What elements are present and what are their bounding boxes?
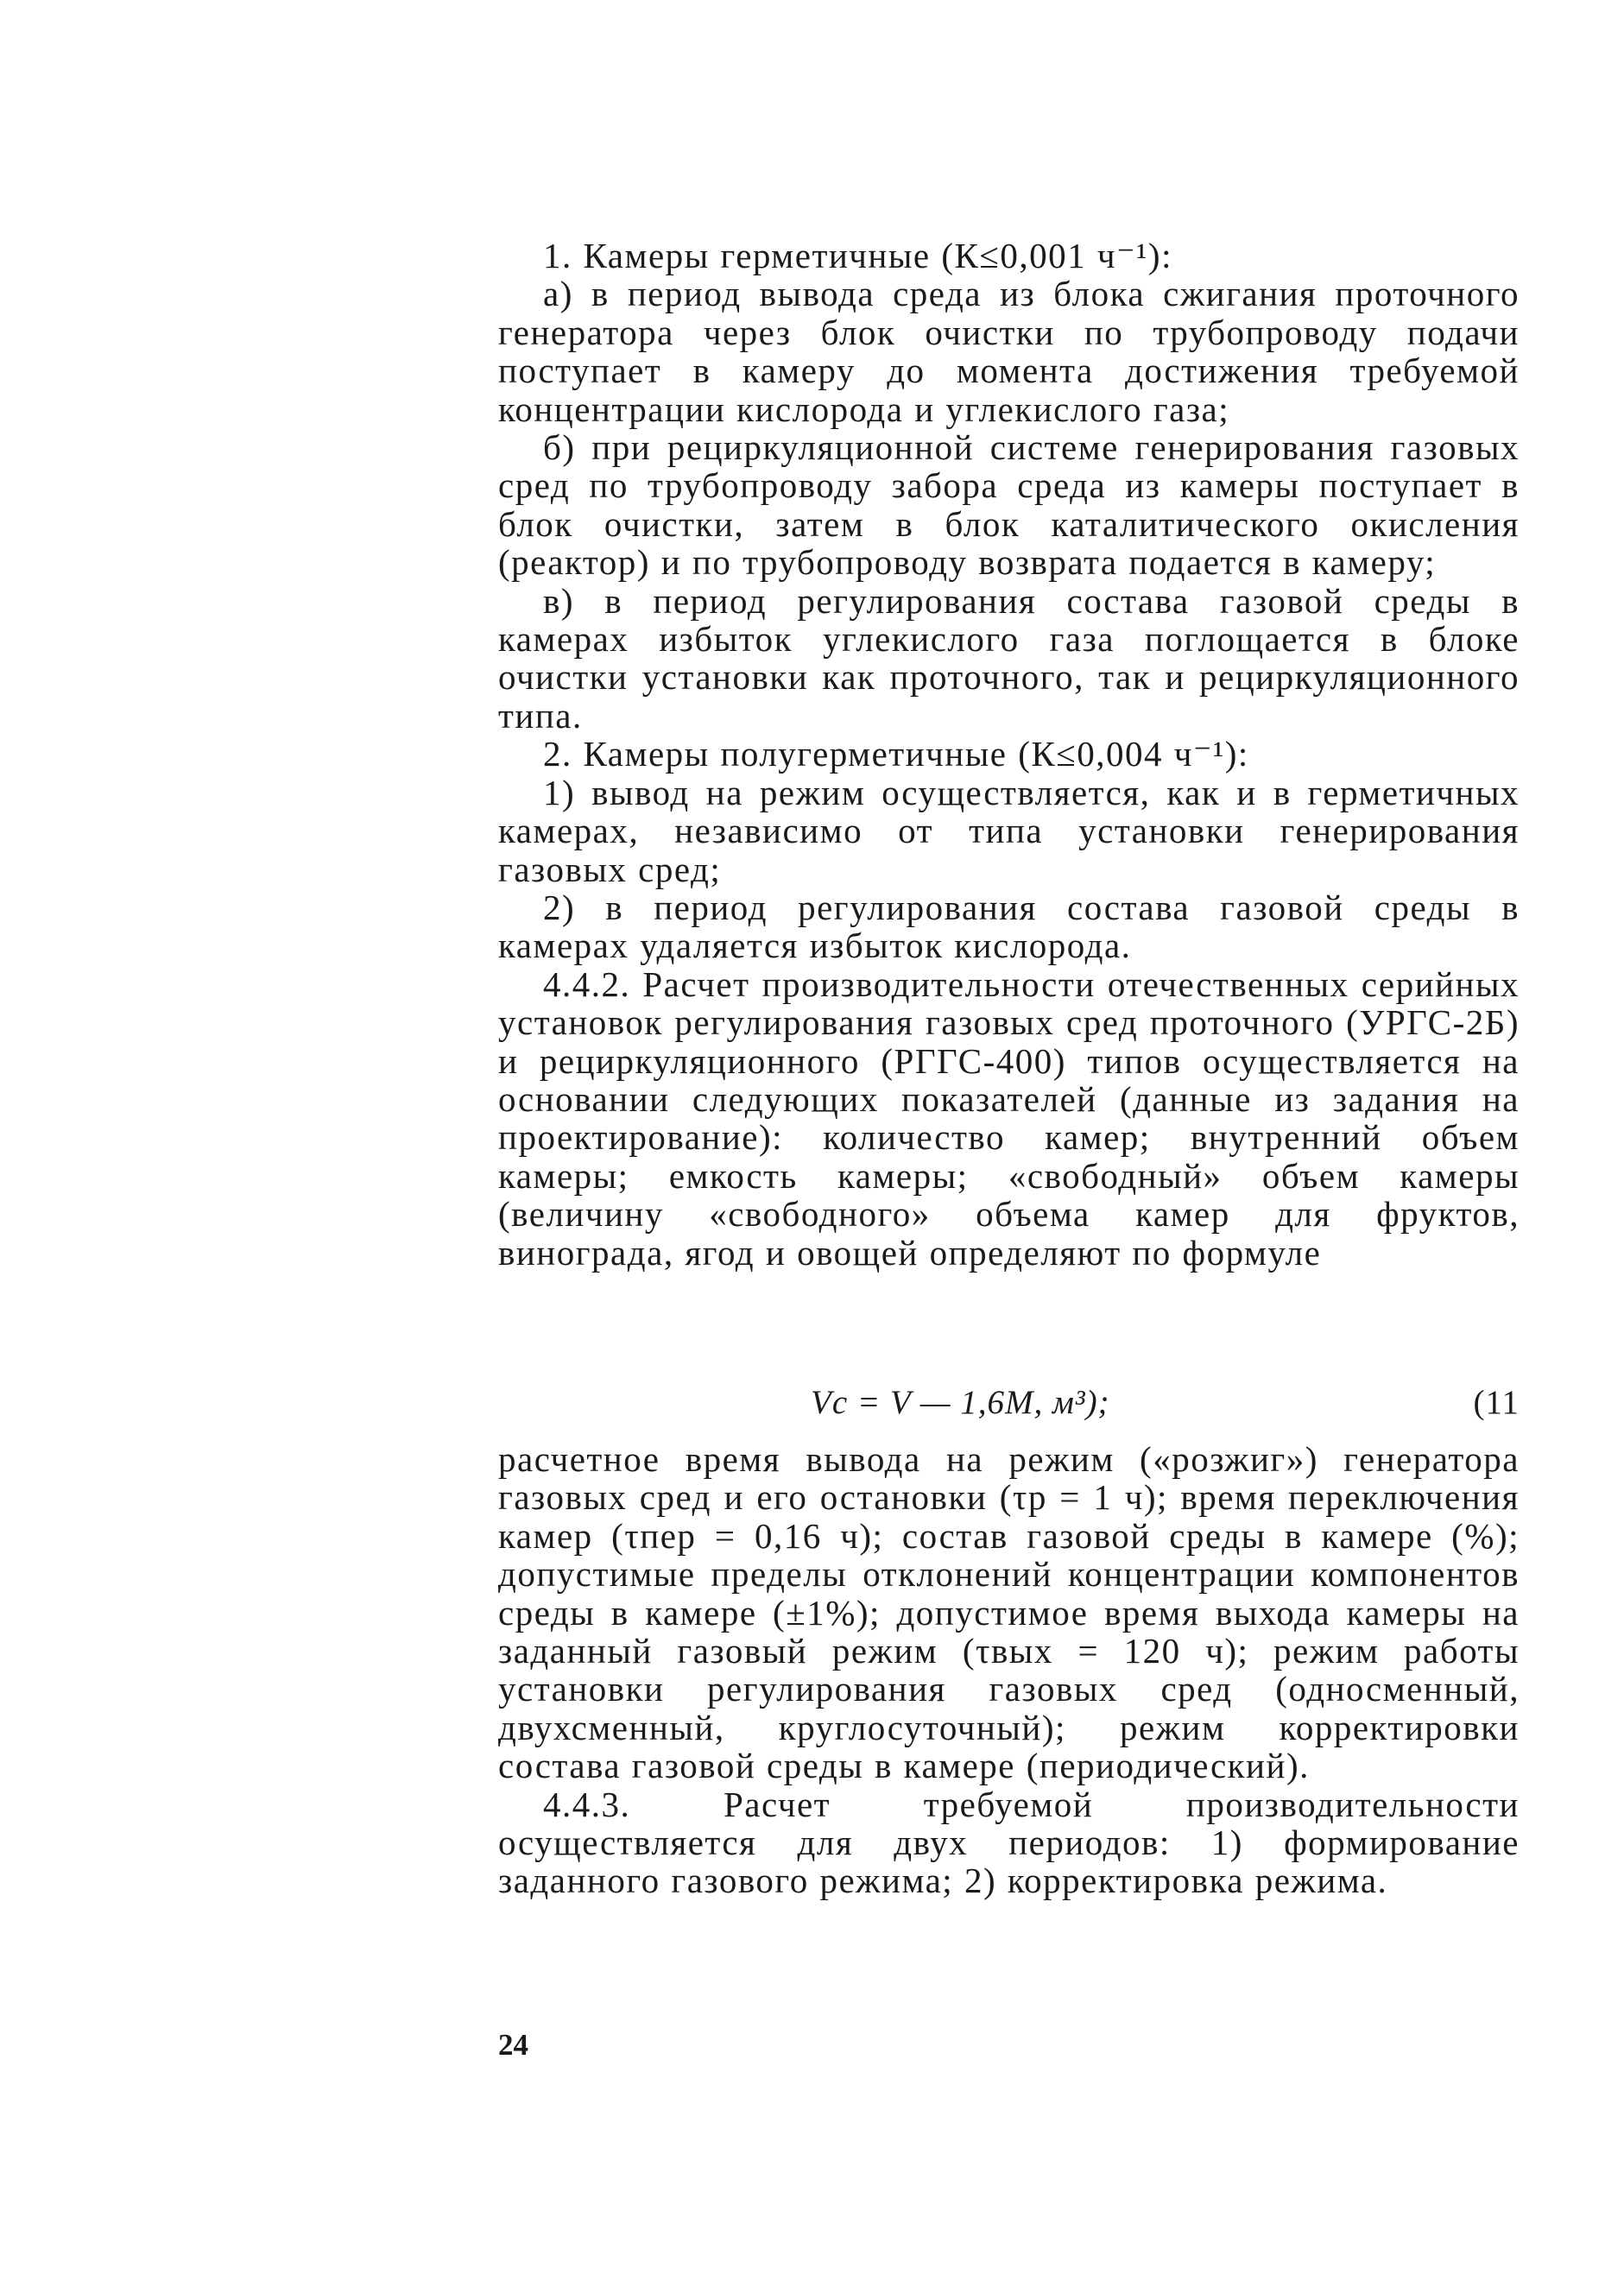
paragraph: 4.4.3. Расчет требуемой производительности осуществляется для двух периодов: 1) формирование заданного газового режима; 2) корректировка режима.	[498, 1784, 1520, 1901]
text-block-bottom	[498, 1440, 1520, 1900]
page-number: 24	[498, 2028, 528, 2062]
paragraph: 2. Камеры полугерметичные (К≤0,004 ч⁻¹):	[543, 734, 1249, 774]
paragraph: 4.4.2. Расчет производительности отечественных серийных установок регулирования газовых сред проточного (УРГС-2Б) и рециркуляционного (РГГС-400) типов осуществляется на основании следующих показателей (данные из задания на проектирование): количество камер; внутренний объем камеры; емкость камеры; «свободный» объем камеры (величину «свободного» объема камер для фруктов, винограда, ягод и овощей определяют по формуле	[498, 963, 1520, 1273]
paragraph: б) при рециркуляционной системе генерирования газовых сред по трубопроводу забора среда из камеры поступает в блок очистки, затем в блок каталитического окисления (реактор) и по трубопроводу возврата подается в камеру;	[498, 427, 1520, 583]
paragraph: в) в период регулирования состава газовой среды в камерах избыток углекислого газа поглощается в блоке очистки установки как проточного, так и рециркуляционного типа.	[498, 580, 1520, 736]
paragraph: а) в период вывода среда из блока сжигания проточного генератора через блок очистки по трубопроводу подачи поступает в камеру до момента достижения требуемой концентрации кислорода и углекислого газа;	[498, 274, 1520, 429]
paragraph: расчетное время вывода на режим («розжиг») генератора газовых сред и его остановки (τр = 1 ч); время переключения камер (τпер = 0,16 ч); состав газовой среды в камере (%); допустимые пределы отклонений концентрации компонентов среды в камере (±1%); допустимое время выхода камеры на заданный газовый режим (τвых = 120 ч); режим работы установки регулирования газовых сред (односменный, двухсменный, круглосуточный); режим корректировки состава газовой среды в камере (периодический).	[498, 1439, 1520, 1786]
formula-line	[498, 1381, 1520, 1425]
paragraph: 2) в период регулирования состава газовой среды в камерах удаляется избыток кислорода.	[498, 887, 1520, 966]
formula-number: (11	[1473, 1384, 1520, 1421]
paragraph: 1) вывод на режим осуществляется, как и в герметичных камерах, независимо от типа установки генерирования газовых сред;	[498, 772, 1520, 889]
formula-expression: Vс = V — 1,6M, м³);	[811, 1384, 1110, 1421]
text-block-top	[498, 237, 1520, 1272]
paragraph: 1. Камеры герметичные (К≤0,001 ч⁻¹):	[543, 236, 1172, 275]
